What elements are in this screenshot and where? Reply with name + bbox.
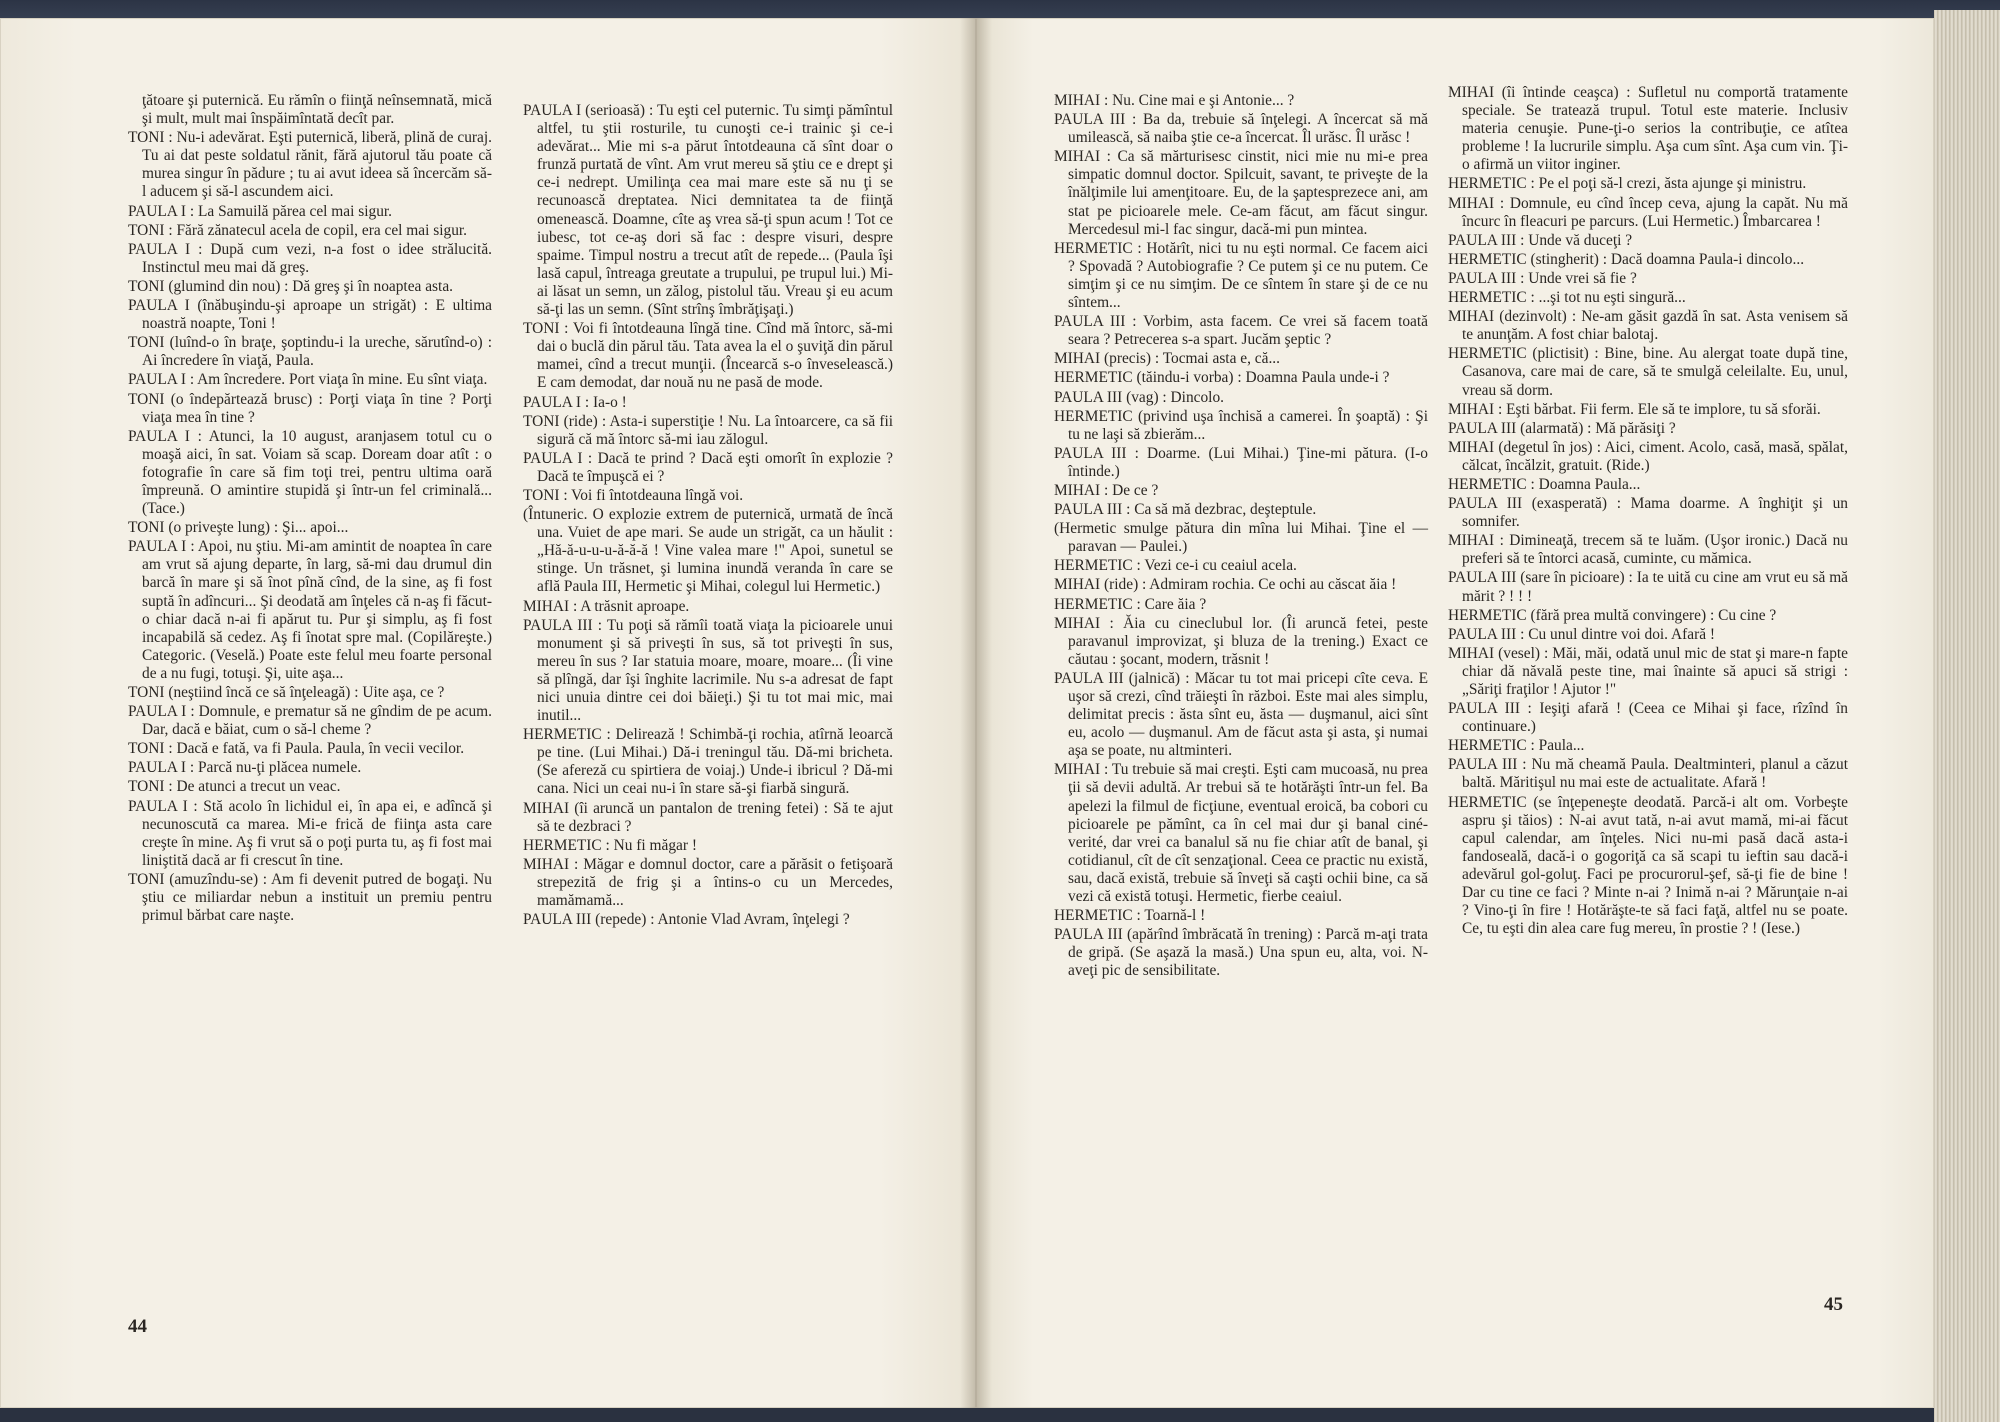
right-page-column-2 — [1448, 84, 1848, 939]
dialogue-paragraph: HERMETIC : Toarnă-l ! — [1054, 907, 1206, 925]
page-number-right: 45 — [1824, 1294, 1843, 1315]
dialogue-paragraph: PAULA I : La Samuilă părea cel mai sigur. — [128, 202, 393, 220]
dialogue-paragraph: HERMETIC (stingherit) : Dacă doamna Paula-i dincolo... — [1448, 250, 1805, 268]
dialogue-paragraph: TONI : Fără zănatecul acela de copil, era cel mai sigur. — [128, 221, 468, 239]
dialogue-paragraph: MIHAI (dezinvolt) : Ne-am găsit gazdă în sat. Asta venisem să te anunţăm. A fost chiar balotaj. — [1448, 308, 1848, 344]
dialogue-paragraph: MIHAI : Măgar e domnul doctor, care a părăsit o fetişoară strepezită de frig şi a întins-o cu un Mercedes, mamămamă... — [523, 855, 893, 910]
dialogue-paragraph: PAULA III : Unde vă duceţi ? — [1448, 231, 1633, 249]
dialogue-paragraph: HERMETIC : Pe el poţi să-l crezi, ăsta ajunge şi ministru. — [1448, 175, 1807, 193]
dialogue-paragraph: HERMETIC : Doamna Paula... — [1448, 475, 1641, 493]
dialogue-paragraph: PAULA III : Unde vrei să fie ? — [1448, 269, 1637, 287]
book-gutter — [960, 18, 992, 1408]
dialogue-paragraph: TONI : Dacă e fată, va fi Paula. Paula, în vecii vecilor. — [128, 740, 465, 758]
dialogue-paragraph: TONI (o priveşte lung) : Şi... apoi... — [128, 519, 349, 537]
dialogue-paragraph: MIHAI (ride) : Admiram rochia. Ce ochi au căscat ăia ! — [1054, 576, 1397, 594]
page-edges — [1934, 10, 2000, 1422]
dialogue-paragraph: (Întuneric. O explozie extrem de puternică, urmată de încă una. Vuiet de ape mari. Se aude un strigăt, ca un hăulit : „Hă-ă-u-u-u-ă-ă-ă ! Vine valea mare !" Apoi, sunetul se stinge. Un trăsnet, şi lumina inundă veranda în care se află Paula III, Hermetic şi Mihai, colegul lui Hermetic.) — [523, 506, 893, 596]
dialogue-paragraph: HERMETIC : Hotărît, nici tu nu eşti normal. Ce facem aici ? Spovadă ? Autobiografie ? Ce putem şi ce nu putem. Ce simţim şi ce nu simţim. De ce sîntem în stare şi de ce nu sîntem... — [1054, 239, 1428, 312]
dialogue-paragraph: PAULA III : Cu unul dintre voi doi. Afară ! — [1448, 625, 1716, 643]
dialogue-paragraph: PAULA III (repede) : Antonie Vlad Avram, înţelegi ? — [523, 911, 850, 929]
dialogue-paragraph: PAULA III : Vorbim, asta facem. Ce vrei să facem toată seara ? Petrecerea s-a spart. Jucăm şeptic ? — [1054, 313, 1428, 349]
dialogue-paragraph: PAULA III : Doarme. (Lui Mihai.) Ţine-mi pătura. (I-o întinde.) — [1054, 444, 1428, 480]
dialogue-paragraph: TONI (luînd-o în braţe, şoptindu-i la ureche, sărutînd-o) : Ai încredere în viaţă, Paula. — [128, 334, 492, 370]
dialogue-paragraph: PAULA III (sare în picioare) : Ia te uită cu cine am vrut eu să mă mărit ? ! ! ! — [1448, 569, 1848, 605]
dialogue-paragraph: MIHAI (degetul în jos) : Aici, ciment. Acolo, casă, masă, spălat, călcat, încălzit, gratuit. (Ride.) — [1448, 438, 1848, 474]
dialogue-paragraph: TONI : De atunci a trecut un veac. — [128, 778, 341, 796]
dialogue-paragraph: PAULA I : Apoi, nu ştiu. Mi-am amintit de noaptea în care am vrut să ajung departe, în larg, să-mi dau drumul din barcă în mare şi să înot pînă cînd, de la sine, aş fi fost suptă în adîncuri... Şi deodată am înţeles că n-aş fi făcut-o chiar dacă n-ai fi apărut tu. Pur şi simplu, aş fi fost incapabilă să cedez. Aş fi înotat spre mal. (Copilăreşte.) Categoric. (Veselă.) Poate este felul meu foarte personal de a nu fugi, totuşi. Şi, uite aşa... — [128, 538, 492, 682]
dialogue-paragraph: HERMETIC (fără prea multă convingere) : Cu cine ? — [1448, 606, 1777, 624]
dialogue-paragraph: (Hermetic smulge pătura din mîna lui Mihai. Ţine el — paravan — Paulei.) — [1054, 520, 1428, 556]
dialogue-paragraph: TONI : Nu-i adevărat. Eşti puternică, liberă, plină de curaj. Tu ai dat peste soldatul rănit, fără ajutorul tău poate că murea singur în pădure ; tu ai avut ideea să încercăm să-l aducem şi să-l ascundem aici. — [128, 129, 492, 201]
dialogue-paragraph: PAULA III (alarmată) : Mă părăsiţi ? — [1448, 419, 1676, 437]
dialogue-paragraph: HERMETIC : Paula... — [1448, 737, 1585, 755]
dialogue-paragraph: PAULA I : Dacă te prind ? Dacă eşti omorît în explozie ? Dacă te împuşcă ei ? — [523, 449, 893, 485]
dialogue-paragraph: HERMETIC : Delirează ! Schimbă-ţi rochia, atîrnă leoarcă pe tine. (Lui Mihai.) Dă-i treningul tău. Dă-mi bricheta. (Se afereză cu spirtiera de voiaj.) Unde-i ibricul ? Dă-mi cana. Nici un ceai nu-i în stare să-şi fiarbă singură. — [523, 726, 893, 798]
dialogue-paragraph: MIHAI : Tu trebuie să mai creşti. Eşti cam mucoasă, nu prea ţii să devii adultă. Ar trebui să te hotărăşti într-un fel. Ba apelezi la filmul de ficţiune, eventual eroică, ba cobori cu picioarele pe pămînt, ca în cel mai dur şi banal ciné-verité, dar vrei ca banalul să nu fie chiar atît de banal, şi cotidianul, cît de cît senzaţional. Ceea ce practic nu există, sau, dacă există, trebuie să înveţi să caşti ochii bine, ca să vezi că există totuşi. Hermetic, fierbe ceaiul. — [1054, 761, 1428, 906]
dialogue-paragraph: ţătoare şi puternică. Eu rămîn o fiinţă neînsemnată, mică şi mult, mult mai înspăimîntată decît par. — [142, 92, 492, 128]
dialogue-paragraph: TONI (o îndepărtează brusc) : Porţi viaţa în tine ? Porţi viaţa mea în tine ? — [128, 390, 492, 426]
left-page-column-1 — [128, 92, 492, 926]
dialogue-paragraph: HERMETIC : Care ăia ? — [1054, 595, 1207, 613]
dialogue-paragraph: PAULA I : Atunci, la 10 august, aranjasem totul cu o moaşă aici, în sat. Voiam să scap. Doream doar atît : o fotografie în care să fim toţi trei, pentru ultima oară împreună. O amintire stupidă şi într-un fel criminală... (Tace.) — [128, 427, 492, 518]
dialogue-paragraph: PAULA I : Parcă nu-ţi plăcea numele. — [128, 759, 362, 777]
dialogue-paragraph: MIHAI (îi întinde ceaşca) : Sufletul nu comportă tratamente speciale. Se tratează trupul. Totul este materie. Inclusiv materia cenuşie. Pune-ţi-o serios la contribuţie, ce atîtea probleme ! Ia lucrurile simplu. Aşa cum sînt. Aşa cum vin. Ţi-o afirmă un viitor inginer. — [1448, 84, 1848, 174]
dialogue-paragraph: HERMETIC (tăindu-i vorba) : Doamna Paula unde-i ? — [1054, 369, 1390, 387]
dialogue-paragraph: HERMETIC : ...şi tot nu eşti singură... — [1448, 289, 1686, 307]
dialogue-paragraph: PAULA I : Stă acolo în lichidul ei, în apa ei, e adîncă şi necunoscută ca marea. Mi-e frică de fiinţa asta care creşte în mine. Aş fi vrut să o poţi purta tu, aş fi fost mai liniştită dacă ar fi crescut în tine. — [128, 797, 492, 869]
dialogue-paragraph: PAULA I : Am încredere. Port viaţa în mine. Eu sînt viaţa. — [128, 371, 488, 389]
dialogue-paragraph: PAULA III : Tu poţi să rămîi toată viaţa la picioarele unui monument şi să priveşti în sus, să tot priveşti în sus, mereu în sus ? Iar statuia moare, moare, moare... (Îi vine să plîngă, dar îşi înghite lacrimile. Nu s-a adresat de fapt nici unuia dintre cei doi băieţi.) Şi tu tot mai mic, mai inutil... — [523, 616, 893, 725]
dialogue-paragraph: PAULA III : Nu mă cheamă Paula. Dealtminteri, planul a căzut baltă. Măritişul nu mai este de actualitate. Afară ! — [1448, 756, 1848, 792]
right-page-column-1 — [1054, 92, 1428, 982]
dialogue-paragraph: TONI (glumind din nou) : Dă greş şi în noaptea asta. — [128, 277, 453, 295]
dialogue-paragraph: MIHAI (precis) : Tocmai asta e, că... — [1054, 350, 1280, 368]
dialogue-paragraph: PAULA III : Ca să mă dezbrac, deşteptule. — [1054, 501, 1317, 519]
dialogue-paragraph: PAULA III (jalnică) : Măcar tu tot mai pricepi cîte ceva. E uşor să crezi, cînd trăieşti în război. Este mai ales simplu, delimitat precis : ăsta sînt eu, ăsta — duşmanul, aici sînt eu, acolo — duşmanul. Am de făcut asta şi asta, şi numai aşa se poate, nu altminteri. — [1054, 669, 1428, 760]
dialogue-paragraph: HERMETIC (plictisit) : Bine, bine. Au alergat toate după tine, Casanova, care mai de care, să te smulgă celeilalte. Eu, unul, vreau să dorm. — [1448, 345, 1848, 399]
dialogue-paragraph: MIHAI : Ca să mărturisesc cinstit, nici mie nu mi-e prea simpatic domnul doctor. Spilcuit, savant, te priveşte de la înălţimile lui amenţitoare. Eu, de la şaptesprezece ani, am stat pe picioarele mele. Ce-am făcut, am făcut singur. Mercedesul mi-l fac singur, dacă-mi pun mintea. — [1054, 148, 1428, 238]
left-page-column-2 — [523, 102, 893, 930]
dialogue-paragraph: PAULA I (serioasă) : Tu eşti cel puternic. Tu simţi pămîntul altfel, tu ştii rosturile, tu cunoşti ce-i trainic şi ce-i adevărat... Mie mi s-a părut întotdeauna că sînt doar o frunză purtată de vînt. Am vrut mereu să ştiu ce e drept şi ce-i nedrept. Umilinţa cea mai mare este să nu ţi se recunoască dreptatea. Nici demnitatea ta de fiinţă omenească. Doamne, cîte aş vrea să-ţi spun acum ! Tot ce iubesc, tot ce-aş dori să fac : despre visuri, despre spaime. Timpul nostru a trecut atît de repede... (Paula îşi lasă capul, întreaga greutate a trupului, pe trupul lui.) Mi-ai lăsat un semn, un zălog, pistolul tău. Vreau şi eu acum să-ţi las un semn. (Sînt strînş îmbrăţişaţi.) — [523, 102, 893, 319]
page-number-left: 44 — [128, 1316, 147, 1337]
dialogue-paragraph: HERMETIC : Nu fi măgar ! — [523, 836, 697, 854]
dialogue-paragraph: PAULA I (înăbuşindu-şi aproape un strigăt) : E ultima noastră noapte, Toni ! — [128, 297, 492, 333]
dialogue-paragraph: HERMETIC : Vezi ce-i cu ceaiul acela. — [1054, 557, 1297, 575]
left-page — [0, 18, 976, 1408]
right-page — [976, 18, 1934, 1408]
dialogue-paragraph: HERMETIC (privind uşa închisă a camerei. În şoaptă) : Şi tu ne laşi să zbierăm... — [1054, 407, 1428, 443]
dialogue-paragraph: MIHAI (îi aruncă un pantalon de trening fetei) : Să te ajut să te dezbraci ? — [523, 799, 893, 835]
dialogue-paragraph: MIHAI : Eşti bărbat. Fii ferm. Ele să te implore, tu să sforăi. — [1448, 400, 1821, 418]
dialogue-paragraph: MIHAI : De ce ? — [1054, 481, 1159, 499]
dialogue-paragraph: PAULA III (exasperată) : Mama doarme. A înghiţit şi un somnifer. — [1448, 495, 1848, 531]
dialogue-paragraph: TONI (neştiind încă ce să înţeleagă) : Uite aşa, ce ? — [128, 684, 445, 701]
dialogue-paragraph: HERMETIC (se înţepeneşte deodată. Parcă-i alt om. Vorbeşte aspru şi tăios) : N-ai avut tată, n-ai avut mamă, mi-ai făcut capul calendar, am înţeles. Nici nu-mi pasă dacă asta-i fandoseală, dacă-i o gogoriţă ca să scapi tu ieftin sau dacă-i adevărul gol-goluţ. Faci pe procurorul-şef, să-ţi fie de bine ! Dar cu tine ce faci ? Minte n-ai ? Inimă n-ai ? Mărunţaie n-ai ? Vino-ţi în fire ! Hotărăşte-te să faci faţă, altfel nu se poate. Ce, tu eşti din alea care fug mereu, în prostie ? ! (Iese.) — [1448, 793, 1848, 938]
dialogue-paragraph: TONI (ride) : Asta-i superstiţie ! Nu. La întoarcere, ca să fii sigură că mă întorc să-mi iau zălogul. — [523, 412, 893, 448]
dialogue-paragraph: PAULA III (apărînd îmbrăcată în trening) : Parcă m-aţi trata de gripă. (Se aşază la masă.) Una spun eu, alta, voi. N-aveţi pic de sensibilitate. — [1054, 926, 1428, 980]
dialogue-paragraph: MIHAI : Domnule, eu cînd încep ceva, ajung la capăt. Nu mă încurc în fleacuri pe parcurs. (Lui Hermetic.) Îmbarcarea ! — [1448, 194, 1848, 230]
dialogue-paragraph: MIHAI : Ăia cu cineclubul lor. (Îi aruncă fetei, peste paravanul improvizat, şi bluza de la trening.) Exact ce căutau : şocant, modern, trăsnit ! — [1054, 614, 1428, 668]
dialogue-paragraph: MIHAI : A trăsnit aproape. — [523, 597, 690, 615]
dialogue-paragraph: TONI : Voi fi întotdeauna lîngă voi. — [523, 486, 744, 504]
dialogue-paragraph: TONI : Voi fi întotdeauna lîngă tine. Cînd mă întorc, să-mi dai o buclă din părul tău. Tata avea la el o şuviţă din părul mamei, cînd a trecut munţii. (Încearcă s-o înveselească.) E cam demodat, dar nouă nu ne pasă de mode. — [523, 320, 893, 392]
dialogue-paragraph: PAULA III : Ba da, trebuie să înţelegi. A încercat să mă umilească, să naiba ştie ce-a încercat. Îl urăsc. Îl urăsc ! — [1054, 111, 1428, 147]
dialogue-paragraph: PAULA III (vag) : Dincolo. — [1054, 388, 1224, 406]
dialogue-paragraph: MIHAI (vesel) : Măi, măi, odată unul mic de stat şi mare-n fapte chiar dă năvală peste tine, mai înainte să apuci să strigi : „Săriţi fraţilor ! Ajutor !" — [1448, 644, 1848, 698]
dialogue-paragraph: MIHAI : Dimineaţă, trecem să te luăm. (Uşor ironic.) Dacă nu preferi să te întorci acasă, cuminte, cu mămica. — [1448, 532, 1848, 568]
dialogue-paragraph: PAULA I : Domnule, e prematur să ne gîndim de pe acum. Dar, dacă e băiat, cum o să-l cheme ? — [128, 703, 492, 739]
dialogue-paragraph: PAULA I : Ia-o ! — [523, 393, 627, 411]
dialogue-paragraph: PAULA III : Ieşiţi afară ! (Ceea ce Mihai şi face, rîzînd în continuare.) — [1448, 700, 1848, 736]
dialogue-paragraph: TONI (amuzîndu-se) : Am fi devenit putred de bogaţi. Nu ştiu ce miliardar nebun a instituit un premiu pentru primul bărbat care naşte. — [128, 870, 492, 925]
dialogue-paragraph: MIHAI : Nu. Cine mai e şi Antonie... ? — [1054, 92, 1295, 109]
dialogue-paragraph: PAULA I : După cum vezi, n-a fost o idee strălucită. Instinctul meu mai dă greş. — [128, 240, 492, 276]
